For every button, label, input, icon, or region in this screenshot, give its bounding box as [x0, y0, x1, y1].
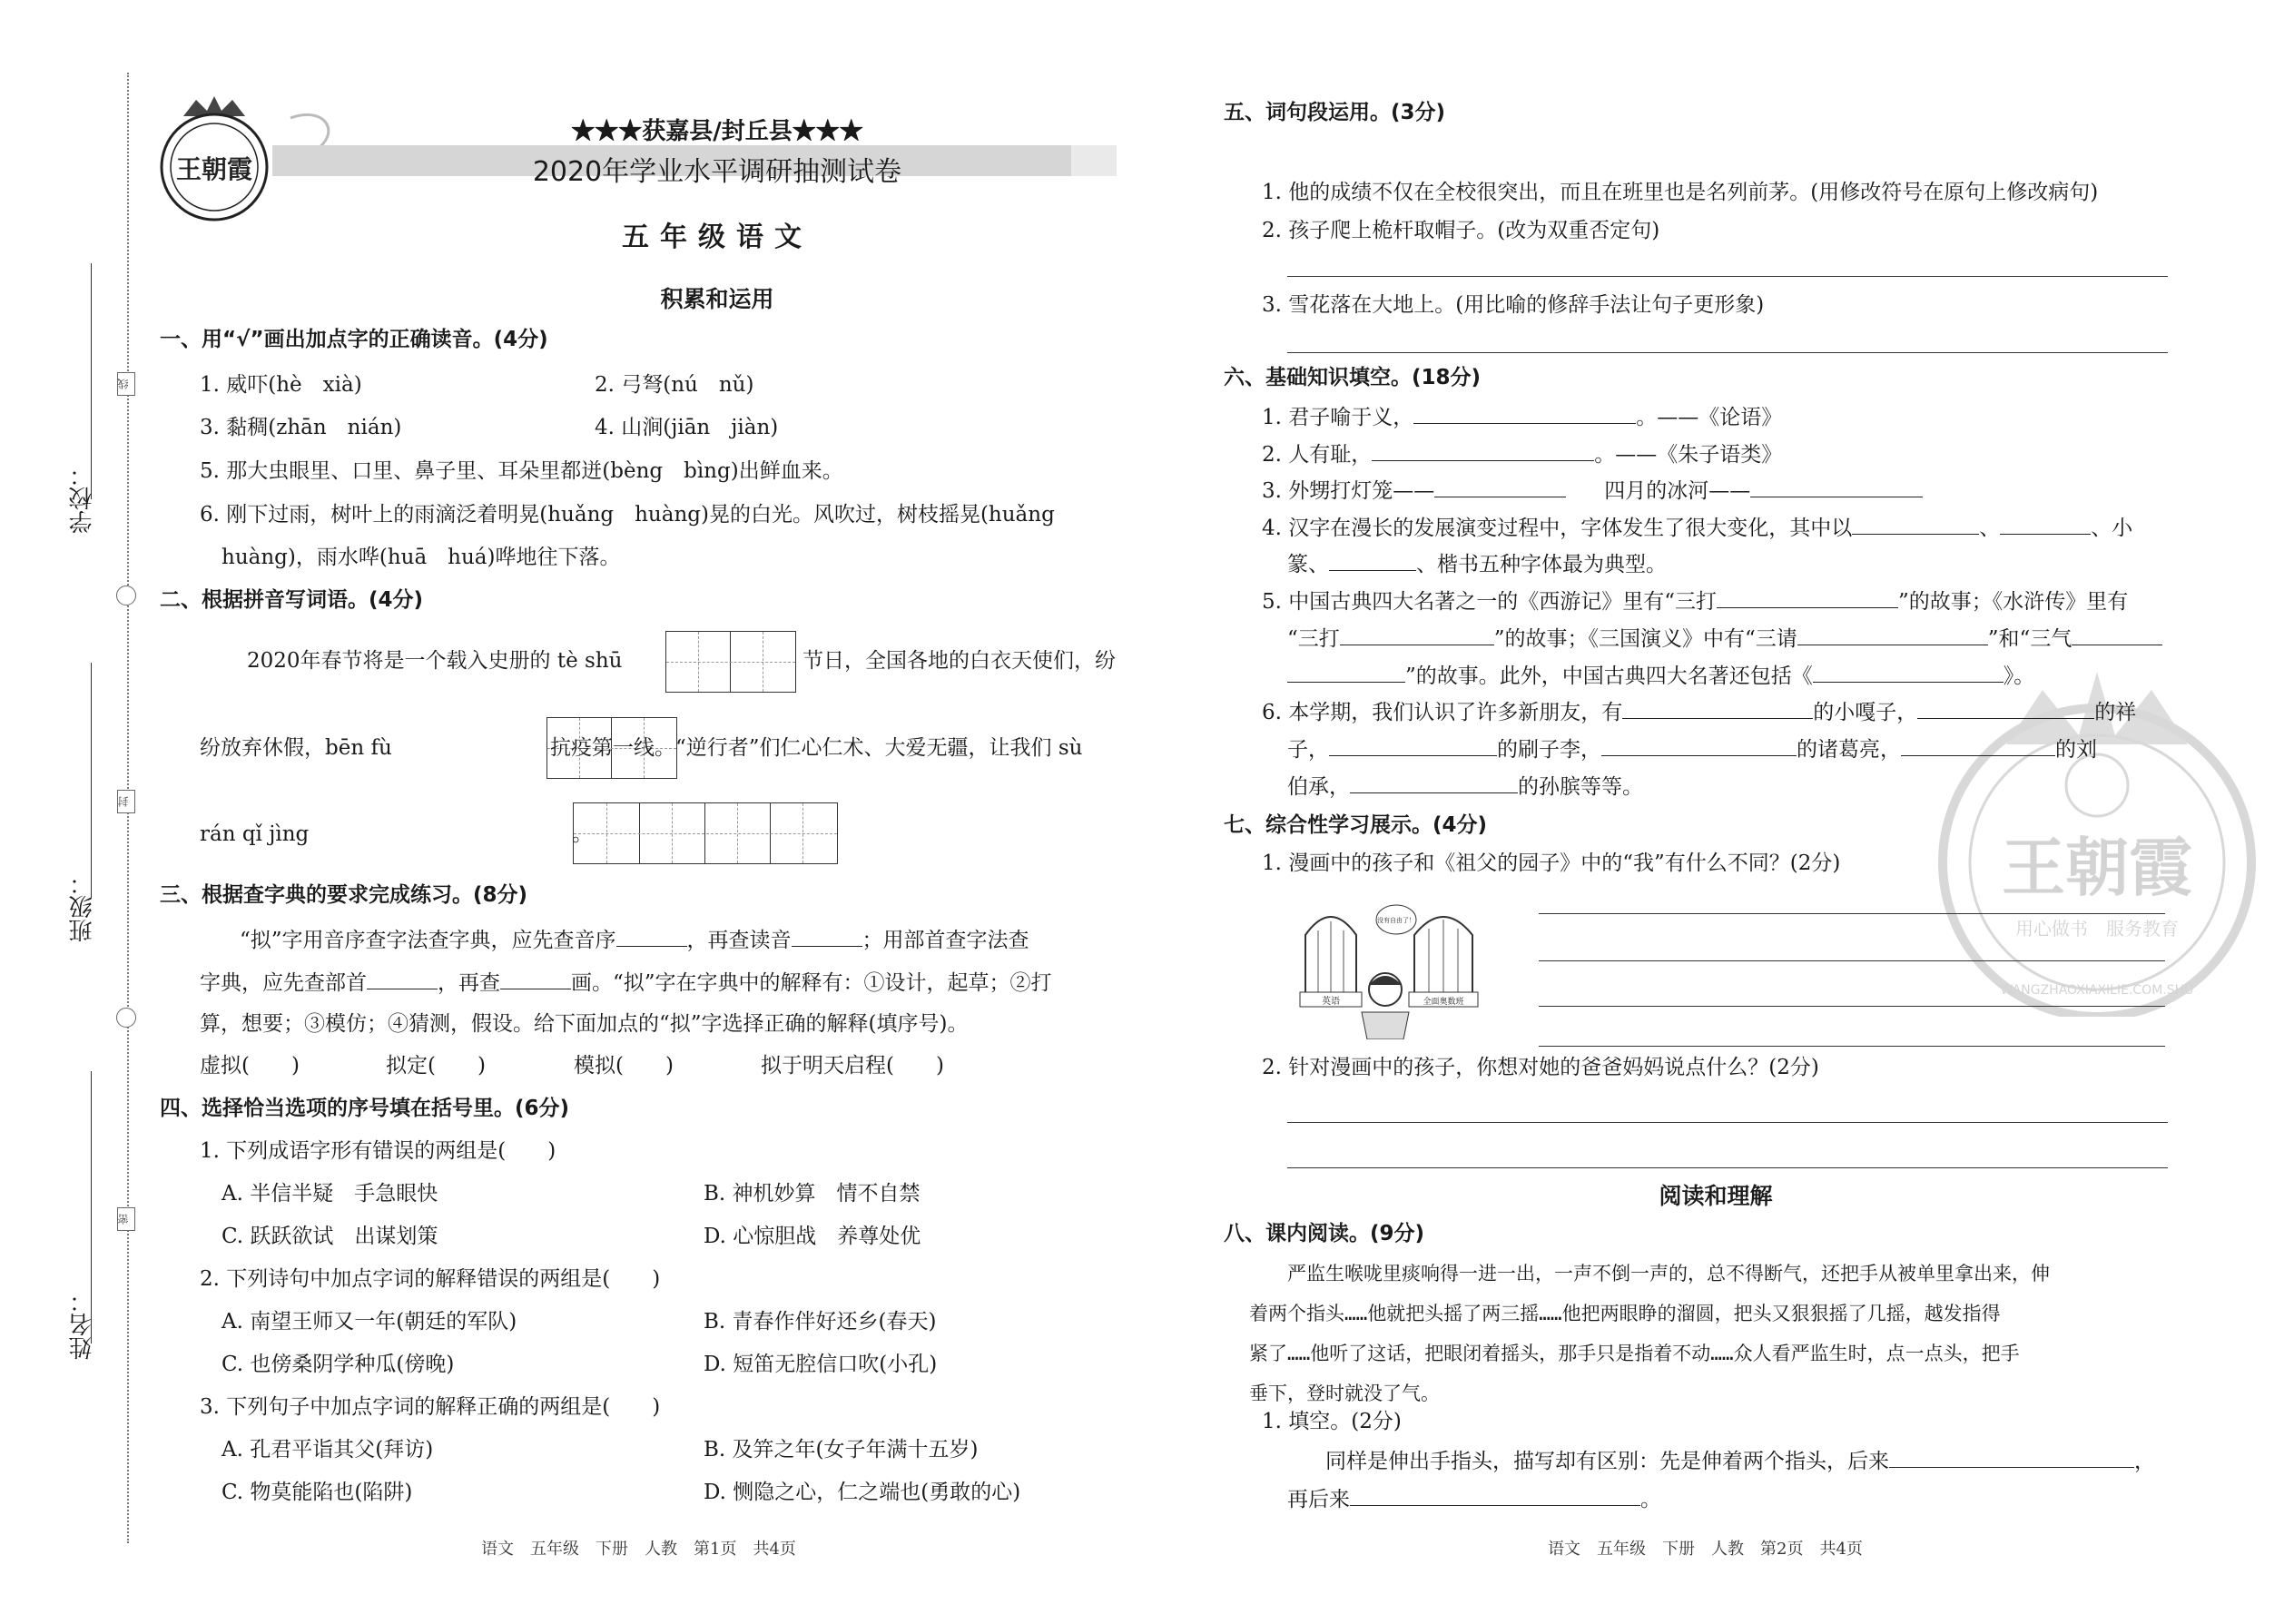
logo-text: 王朝霞: [175, 154, 253, 184]
binding-mark-line: 线: [117, 372, 135, 396]
q1-item-4[interactable]: 4. 山涧(jiān jiàn): [595, 416, 779, 439]
q6-blank-6b[interactable]: [1917, 696, 2094, 719]
q7-sub-2: 2. 针对漫画中的孩子，你想对她的爸爸妈妈说点什么？(2分): [1262, 1056, 1819, 1079]
class-label: 班级：: [69, 871, 96, 942]
q6-blank-6e[interactable]: [1901, 733, 2055, 756]
q2-line2-a: 纷放弃休假，bēn fù: [200, 736, 392, 760]
q6-blank-4b[interactable]: [2000, 512, 2091, 535]
q6-item-1: 1. 君子喻于义， 。——《论语》: [1262, 401, 1782, 432]
q4-s2-option-c[interactable]: C. 也傍桑阴学种瓜(傍晚): [222, 1353, 455, 1376]
q2-line3-b: 。: [572, 822, 593, 846]
q8-title: 八、课内阅读。(9分): [1224, 1222, 1425, 1245]
subject-title: 五年级语文: [622, 221, 812, 253]
q1-item-3[interactable]: 3. 黏稠(zhān nián): [200, 416, 402, 439]
q5-title: 五、词句段运用。(3分): [1224, 101, 1446, 124]
q1-item-5[interactable]: 5. 那大虫眼里、口里、鼻子里、耳朵里都迸(bèng bìng)出鲜血来。: [200, 459, 843, 483]
q3-blank-yinxu[interactable]: [616, 924, 687, 947]
q6-item-4: 4. 汉字在漫长的发展演变过程中，字体发生了很大变化，其中以 、 、小: [1262, 512, 2132, 543]
q5-answer-line-2[interactable]: [1287, 352, 2168, 353]
q6-item-2: 2. 人有耻， 。——《朱子语类》: [1262, 438, 1782, 469]
q1-item-2[interactable]: 2. 弓弩(nú nǔ): [595, 373, 754, 397]
q6-blank-3a[interactable]: [1434, 475, 1566, 497]
q8-passage-line: 着两个指头……他就把头摇了两三摇……他把两眼睁的溜圆，把头又狠狠摇了几摇，越发指得: [1249, 1303, 2001, 1324]
q7-sub-1: 1. 漫画中的孩子和《祖父的园子》中的“我”有什么不同？(2分): [1262, 851, 1841, 875]
q4-sub-2: 2. 下列诗句中加点字词的解释错误的两组是( ): [200, 1267, 661, 1291]
q3-opt-4[interactable]: 拟于明天启程( ): [761, 1054, 944, 1078]
binding-hole-icon: [116, 586, 136, 605]
q6-blank-5f[interactable]: [1813, 660, 2004, 683]
q6-item-6-cont2: 伯承， 的孙膑等等。: [1287, 771, 1643, 802]
q4-s1-option-b[interactable]: B. 神机妙算 情不自禁: [704, 1182, 921, 1206]
school-field[interactable]: [91, 263, 92, 499]
q3-opt-3[interactable]: 模拟( ): [574, 1054, 674, 1078]
q1-title: 一、用“√”画出加点字的正确读音。(4分): [160, 328, 548, 351]
q2-line3-a: rán qǐ jìng: [200, 822, 310, 846]
q6-blank-1[interactable]: [1413, 401, 1636, 424]
q8-sub-1: 1. 填空。(2分): [1262, 1410, 1402, 1433]
q5-item-1[interactable]: 1. 他的成绩不仅在全校很突出，而且在班里也是名列前茅。(用修改符号在原句上修改病句): [1262, 181, 2099, 204]
q7-answer-line-3[interactable]: [1539, 1006, 2165, 1007]
q6-item-4-cont: 篆、 、楷书五种字体最为典型。: [1287, 548, 1667, 579]
q4-s3-option-b[interactable]: B. 及笄之年(女子年满十五岁): [704, 1438, 979, 1462]
q1-item-1[interactable]: 1. 威吓(hè xià): [200, 373, 362, 397]
q6-blank-5b[interactable]: [1340, 623, 1494, 645]
q2-grid-1[interactable]: [665, 631, 796, 693]
q4-sub-1: 1. 下列成语字形有错误的两组是( ): [200, 1139, 556, 1163]
footer-right: 语文 五年级 下册 人教 第2页 共4页: [1548, 1540, 1863, 1559]
q4-s2-option-a[interactable]: A. 南望王师又一年(朝廷的军队): [222, 1310, 517, 1334]
binding-mark-seal: 封: [117, 790, 135, 813]
q6-blank-4a[interactable]: [1852, 512, 1979, 535]
q4-s2-option-d[interactable]: D. 短笛无腔信口吹(小孔): [704, 1353, 938, 1376]
footer-left: 语文 五年级 下册 人教 第1页 共4页: [481, 1540, 796, 1559]
q4-s1-option-d[interactable]: D. 心惊胆战 养尊处优: [704, 1225, 921, 1248]
q7-answer-line-4[interactable]: [1539, 1046, 2165, 1047]
q6-blank-3b[interactable]: [1750, 475, 1923, 497]
q6-title: 六、基础知识填空。(18分): [1224, 366, 1482, 389]
binding-hole-icon: [116, 1008, 136, 1028]
q6-blank-6a[interactable]: [1622, 696, 1813, 719]
school-label: 学校：: [69, 463, 96, 534]
q4-title: 四、选择恰当选项的序号填在括号里。(6分): [160, 1097, 570, 1120]
q1-item-6[interactable]: 6. 刚下过雨，树叶上的雨滴泛着明晃(huǎng huàng)晃的白光。风吹过，树枝摇晃(huǎng: [200, 503, 1055, 527]
q3-title: 三、根据查字典的要求完成练习。(8分): [160, 883, 528, 907]
q6-item-3: 3. 外甥打灯笼—— 四月的冰河——: [1262, 475, 1923, 506]
q6-item-6-cont: 子， 的刷子李， 的诸葛亮， 的刘: [1287, 733, 2097, 764]
q6-blank-5c[interactable]: [1797, 623, 1988, 645]
q6-item-5-cont2: ”的故事。此外，中国古典四大名著还包括《 》。: [1287, 660, 2034, 691]
watermark-name: 王朝霞: [2002, 830, 2192, 905]
q8-passage-line: 垂下，登时就没了气。: [1249, 1383, 1440, 1404]
logo-icon: [156, 91, 272, 227]
q4-s2-option-b[interactable]: B. 青春作伴好还乡(春天): [704, 1310, 937, 1334]
q5-item-2: 2. 孩子爬上桅杆取帽子。(改为双重否定句): [1262, 219, 1660, 242]
q2-line1-b: 节日，全国各地的白衣天使们，纷: [802, 649, 1116, 673]
q4-s1-option-c[interactable]: C. 跃跃欲试 出谋划策: [222, 1225, 438, 1248]
binding-mark-secret: 密: [117, 1207, 135, 1231]
cartoon-right-label: 全面奥数班: [1423, 998, 1464, 1007]
name-field[interactable]: [91, 1071, 92, 1343]
name-label: 姓名：: [69, 1289, 96, 1360]
part2-title: 阅读和理解: [1659, 1183, 1773, 1209]
q8-blank-1[interactable]: [1889, 1445, 2134, 1468]
q6-blank-4c[interactable]: [1329, 548, 1416, 571]
q8-blank-2[interactable]: [1350, 1483, 1640, 1506]
q8-passage: [1249, 1254, 2050, 1413]
q8-passage-line: 严监生喉咙里痰响得一进一出，一声不倒一声的，总不得断气，还把手从被单里拿出来，伸: [1287, 1263, 2050, 1284]
q6-item-5: 5. 中国古典四大名著之一的《西游记》里有“三打 ”的故事；《水浒传》里有: [1262, 586, 2128, 616]
watermark-slogan: 用心做书 服务教育: [2015, 918, 2179, 940]
q5-item-3: 3. 雪花落在大地上。(用比喻的修辞手法让句子更形象): [1262, 293, 1765, 317]
q3-blank-hua[interactable]: [500, 967, 571, 989]
q2-grid-3[interactable]: [573, 802, 838, 864]
cartoon-image: [1287, 894, 1496, 1039]
watermark-logo-icon: [1934, 635, 2260, 1017]
q7-answer-line-1[interactable]: [1539, 913, 2165, 914]
q8-passage-line: 紧了……他听了这话，把眼闭着摇头，那手只是指着不动……众人看严监生时，点一点头，把手: [1249, 1343, 2020, 1364]
q3-blank-bushou[interactable]: [367, 967, 438, 989]
part1-title: 积累和运用: [660, 286, 774, 312]
q8-s1-line-2: 再后来 。: [1287, 1483, 1661, 1514]
q1-item-6-cont[interactable]: huàng)，雨水哗(huā huá)哗地往下落。: [222, 546, 621, 569]
q3-opt-2[interactable]: 拟定( ): [386, 1054, 486, 1078]
q4-s3-option-d[interactable]: D. 恻隐之心，仁之端也(勇敢的心): [704, 1481, 1021, 1504]
q6-item-5-cont: “三打 ”的故事；《三国演义》中有“三请 ”和“三气: [1287, 623, 2162, 654]
q6-blank-6f[interactable]: [1350, 771, 1518, 793]
class-field[interactable]: [91, 663, 92, 899]
cartoon-left-label: 英语: [1322, 997, 1340, 1007]
q6-item-6: 6. 本学期，我们认识了许多新朋友，有 的小嘎子， 的祥: [1262, 696, 2136, 727]
q8-s1-line-1: 同样是伸出手指头，描写却有区别：先是伸着两个指头，后来 ，: [1325, 1445, 2155, 1476]
q5-answer-line-1[interactable]: [1287, 276, 2168, 277]
q3-blank-duyin[interactable]: [792, 924, 862, 947]
q3-line-1: “拟”字用音序查字法查字典，应先查音序 ，再查读音 ；用部首查字法查: [240, 924, 1029, 955]
q4-sub-3: 3. 下列句子中加点字词的解释正确的两组是( ): [200, 1395, 661, 1419]
q3-line-3: 算，想要；③模仿；④猜测，假设。给下面加点的“拟”字选择正确的解释(填序号)。: [200, 1012, 969, 1036]
q6-blank-2[interactable]: [1372, 438, 1594, 461]
q7-answer-line-5[interactable]: [1287, 1122, 2168, 1123]
q6-blank-5e[interactable]: [1287, 660, 1405, 683]
q4-s3-option-a[interactable]: A. 孔君平诣其父(拜访): [222, 1438, 434, 1462]
q7-answer-line-6[interactable]: [1287, 1167, 2168, 1168]
q6-blank-6c[interactable]: [1329, 733, 1497, 756]
q3-line-2: 字典，应先查部首 ，再查 画。“拟”字在字典中的解释有：①设计，起草；②打: [200, 967, 1052, 998]
q7-title: 七、综合性学习展示。(4分): [1224, 813, 1488, 837]
q6-blank-5d[interactable]: [2072, 623, 2162, 645]
q3-opt-1[interactable]: 虚拟( ): [200, 1054, 300, 1078]
q7-answer-line-2[interactable]: [1539, 960, 2165, 961]
q2-line2-b: 抗疫第一线。“逆行者”们仁心仁术、大爱无疆，让我们 sù: [550, 736, 1083, 760]
q4-s3-option-c[interactable]: C. 物莫能陷也(陷阱): [222, 1481, 413, 1504]
q6-blank-5a[interactable]: [1717, 586, 1898, 608]
exam-title: 2020年学业水平调研抽测试卷: [532, 156, 902, 188]
q6-blank-6d[interactable]: [1601, 733, 1797, 756]
q4-s1-option-a[interactable]: A. 半信半疑 手急眼快: [222, 1182, 438, 1206]
q2-title: 二、根据拼音写词语。(4分): [160, 588, 424, 612]
region-title: ★★★获嘉县/封丘县★★★: [571, 118, 863, 145]
watermark-url: WANGZHAOXIAXILIE.COM.SHU: [2000, 983, 2194, 998]
q2-line1-a: 2020年春节将是一个载入史册的 tè shū: [247, 649, 623, 673]
cartoon-bubble: 没有自由了！: [1377, 917, 1415, 924]
